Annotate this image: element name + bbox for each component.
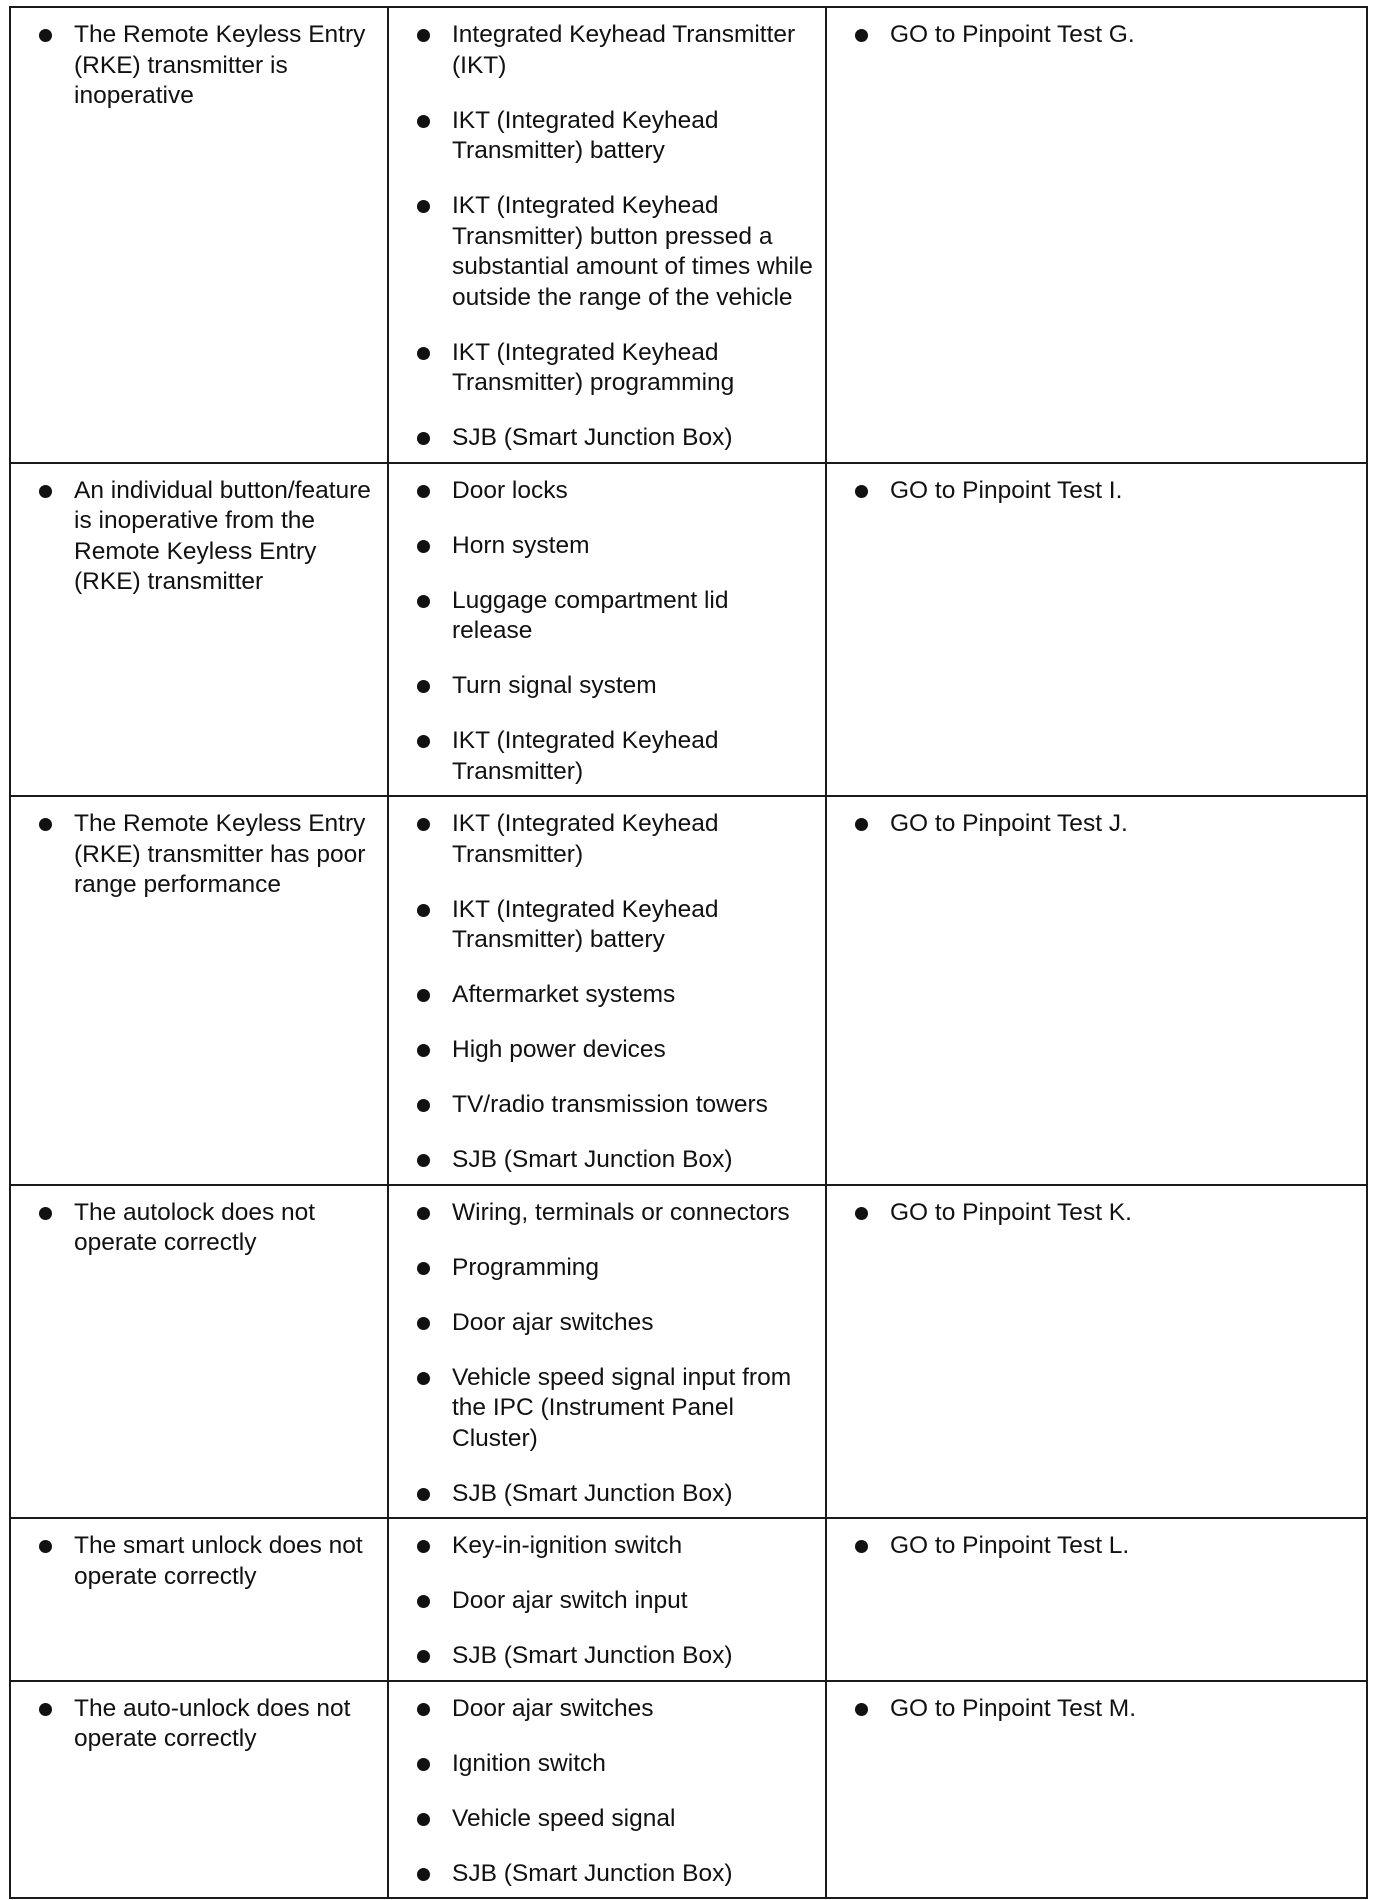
possible-source-text: Integrated Keyhead Transmitter (IKT) [452, 21, 796, 79]
possible-source-text: Programming [452, 1253, 600, 1281]
bullet-list [39, 1198, 377, 1259]
bullet-list [39, 476, 377, 598]
bullet-icon [417, 29, 430, 42]
list-item [855, 809, 1356, 840]
list-item [417, 671, 815, 702]
bullet-list [417, 476, 815, 788]
symptom-chart-table [9, 6, 1368, 1899]
bullet-icon [417, 989, 430, 1002]
list-item [417, 1749, 815, 1780]
list-item [39, 1531, 377, 1592]
bullet-icon [417, 1595, 430, 1608]
bullet-icon [417, 1099, 430, 1112]
bullet-list [855, 1694, 1356, 1725]
bullet-icon [417, 1207, 430, 1220]
action-text: GO to Pinpoint Test M. [890, 1694, 1137, 1722]
symptom-cell [10, 1681, 388, 1899]
bullet-icon [417, 347, 430, 360]
list-item [417, 1586, 815, 1617]
list-item [417, 1804, 815, 1835]
action-text: GO to Pinpoint Test J. [890, 810, 1128, 837]
bullet-icon [39, 818, 52, 831]
action-cell [826, 463, 1367, 797]
bullet-icon [417, 432, 430, 445]
bullet-icon [417, 1650, 430, 1663]
symptom-text: The auto-unlock does not operate correctly [74, 1694, 351, 1752]
symptom-text: An individual button/feature is inoperative from the Remote Keyless Entry (RKE) transmitter [74, 476, 371, 595]
symptom-cell [10, 7, 388, 463]
bullet-list [855, 20, 1356, 51]
bullet-icon [855, 818, 868, 831]
possible-source-text: IKT (Integrated Keyhead Transmitter) [452, 810, 719, 868]
bullet-icon [417, 1262, 430, 1275]
bullet-icon [417, 115, 430, 128]
list-item [855, 1198, 1356, 1229]
symptom-text: The Remote Keyless Entry (RKE) transmitter has poor range performance [74, 810, 366, 898]
bullet-icon [417, 735, 430, 748]
list-item [417, 423, 815, 454]
bullet-list [39, 1694, 377, 1755]
possible-source-text: Key-in-ignition switch [452, 1532, 683, 1559]
action-cell [826, 1185, 1367, 1519]
possible-source-text: Wiring, terminals or connectors [452, 1198, 790, 1226]
possible-source-text: TV/radio transmission towers [452, 1091, 768, 1118]
possible-source-text: IKT (Integrated Keyhead Transmitter) [452, 727, 719, 785]
action-text: GO to Pinpoint Test K. [890, 1198, 1132, 1226]
symptom-cell [10, 1518, 388, 1681]
list-item [417, 1694, 815, 1725]
possible-source-text: Luggage compartment lid release [452, 586, 729, 644]
symptom-chart-body [10, 7, 1367, 1898]
possible-source-text: SJB (Smart Junction Box) [452, 1479, 733, 1507]
possible-source-text: Door ajar switches [452, 1694, 654, 1722]
bullet-list [417, 1531, 815, 1672]
list-item [417, 1859, 815, 1890]
list-item [417, 809, 815, 870]
table-row [10, 796, 1367, 1185]
bullet-list [39, 20, 377, 112]
bullet-icon [855, 1207, 868, 1220]
bullet-icon [39, 29, 52, 42]
possible-source-cell [388, 1681, 826, 1899]
list-item [417, 1090, 815, 1121]
list-item [39, 1694, 377, 1755]
bullet-icon [417, 1703, 430, 1716]
bullet-icon [417, 904, 430, 917]
possible-source-text: IKT (Integrated Keyhead Transmitter) programming [452, 338, 735, 396]
list-item [417, 1035, 815, 1066]
action-text: GO to Pinpoint Test G. [890, 21, 1135, 48]
possible-source-text: IKT (Integrated Keyhead Transmitter) battery [452, 106, 719, 164]
list-item [855, 476, 1356, 507]
list-item [417, 106, 815, 167]
bullet-icon [417, 818, 430, 831]
possible-source-cell [388, 1518, 826, 1681]
list-item [417, 20, 815, 81]
list-item [417, 1531, 815, 1562]
list-item [417, 1308, 815, 1339]
possible-source-text: SJB (Smart Junction Box) [452, 424, 733, 451]
list-item [39, 1198, 377, 1259]
list-item [855, 20, 1356, 51]
list-item [417, 476, 815, 507]
list-item [417, 1641, 815, 1672]
bullet-icon [855, 1540, 868, 1553]
list-item [417, 1479, 815, 1510]
list-item [417, 531, 815, 562]
possible-source-cell [388, 1185, 826, 1519]
bullet-list [855, 476, 1356, 507]
bullet-icon [39, 485, 52, 498]
list-item [855, 1531, 1356, 1562]
list-item [417, 1145, 815, 1176]
symptom-text: The autolock does not operate correctly [74, 1198, 316, 1256]
bullet-list [417, 1198, 815, 1510]
possible-source-text: Vehicle speed signal [452, 1804, 676, 1832]
bullet-list [855, 809, 1356, 840]
bullet-icon [417, 595, 430, 608]
possible-source-text: Door ajar switch input [452, 1587, 688, 1614]
possible-source-text: IKT (Integrated Keyhead Transmitter) button pressed a substantial amount of times while outside the range of the vehicle [452, 192, 813, 311]
list-item [39, 809, 377, 901]
bullet-list [417, 1694, 815, 1890]
bullet-icon [417, 1372, 430, 1385]
symptom-cell [10, 796, 388, 1185]
action-cell [826, 1518, 1367, 1681]
bullet-icon [855, 29, 868, 42]
list-item [39, 20, 377, 112]
possible-source-text: High power devices [452, 1036, 666, 1063]
possible-source-cell [388, 796, 826, 1185]
bullet-list [855, 1531, 1356, 1562]
bullet-icon [417, 1044, 430, 1057]
list-item [417, 338, 815, 399]
list-item [417, 1198, 815, 1229]
possible-source-text: Vehicle speed signal input from the IPC (Instrument Panel Cluster) [452, 1363, 792, 1452]
possible-source-text: SJB (Smart Junction Box) [452, 1642, 733, 1669]
possible-source-text: SJB (Smart Junction Box) [452, 1146, 733, 1173]
list-item [417, 726, 815, 787]
list-item [39, 476, 377, 598]
list-item [855, 1694, 1356, 1725]
bullet-icon [417, 1154, 430, 1167]
bullet-icon [417, 200, 430, 213]
table-row [10, 1518, 1367, 1681]
possible-source-text: SJB (Smart Junction Box) [452, 1859, 733, 1887]
bullet-list [417, 809, 815, 1176]
action-cell [826, 796, 1367, 1185]
bullet-icon [417, 1540, 430, 1553]
possible-source-text: Door ajar switches [452, 1308, 654, 1336]
bullet-icon [417, 1488, 430, 1501]
action-text: GO to Pinpoint Test I. [890, 476, 1123, 504]
possible-source-text: Ignition switch [452, 1749, 606, 1777]
bullet-icon [39, 1207, 52, 1220]
bullet-icon [417, 1868, 430, 1881]
bullet-icon [417, 1758, 430, 1771]
bullet-icon [417, 680, 430, 693]
table-row [10, 463, 1367, 797]
bullet-icon [39, 1540, 52, 1553]
possible-source-text: Turn signal system [452, 672, 657, 699]
table-row [10, 7, 1367, 463]
possible-source-cell [388, 7, 826, 463]
symptom-text: The smart unlock does not operate correctly [74, 1532, 363, 1590]
possible-source-text: IKT (Integrated Keyhead Transmitter) battery [452, 895, 719, 953]
list-item [417, 1253, 815, 1284]
possible-source-text: Horn system [452, 531, 590, 559]
list-item [417, 1363, 815, 1455]
bullet-icon [417, 1813, 430, 1826]
bullet-icon [417, 485, 430, 498]
symptom-cell [10, 1185, 388, 1519]
bullet-list [39, 809, 377, 901]
action-text: GO to Pinpoint Test L. [890, 1532, 1130, 1559]
bullet-icon [417, 540, 430, 553]
action-cell [826, 1681, 1367, 1899]
action-cell [826, 7, 1367, 463]
possible-source-text: Aftermarket systems [452, 981, 676, 1008]
table-row [10, 1185, 1367, 1519]
bullet-list [39, 1531, 377, 1592]
list-item [417, 191, 815, 313]
possible-source-cell [388, 463, 826, 797]
bullet-icon [855, 485, 868, 498]
possible-source-text: Door locks [452, 476, 568, 504]
symptom-cell [10, 463, 388, 797]
symptom-text: The Remote Keyless Entry (RKE) transmitter is inoperative [74, 21, 366, 109]
table-row [10, 1681, 1367, 1899]
list-item [417, 980, 815, 1011]
bullet-icon [855, 1703, 868, 1716]
bullet-list [855, 1198, 1356, 1229]
bullet-icon [39, 1703, 52, 1716]
bullet-icon [417, 1317, 430, 1330]
bullet-list [417, 20, 815, 454]
list-item [417, 586, 815, 647]
list-item [417, 895, 815, 956]
